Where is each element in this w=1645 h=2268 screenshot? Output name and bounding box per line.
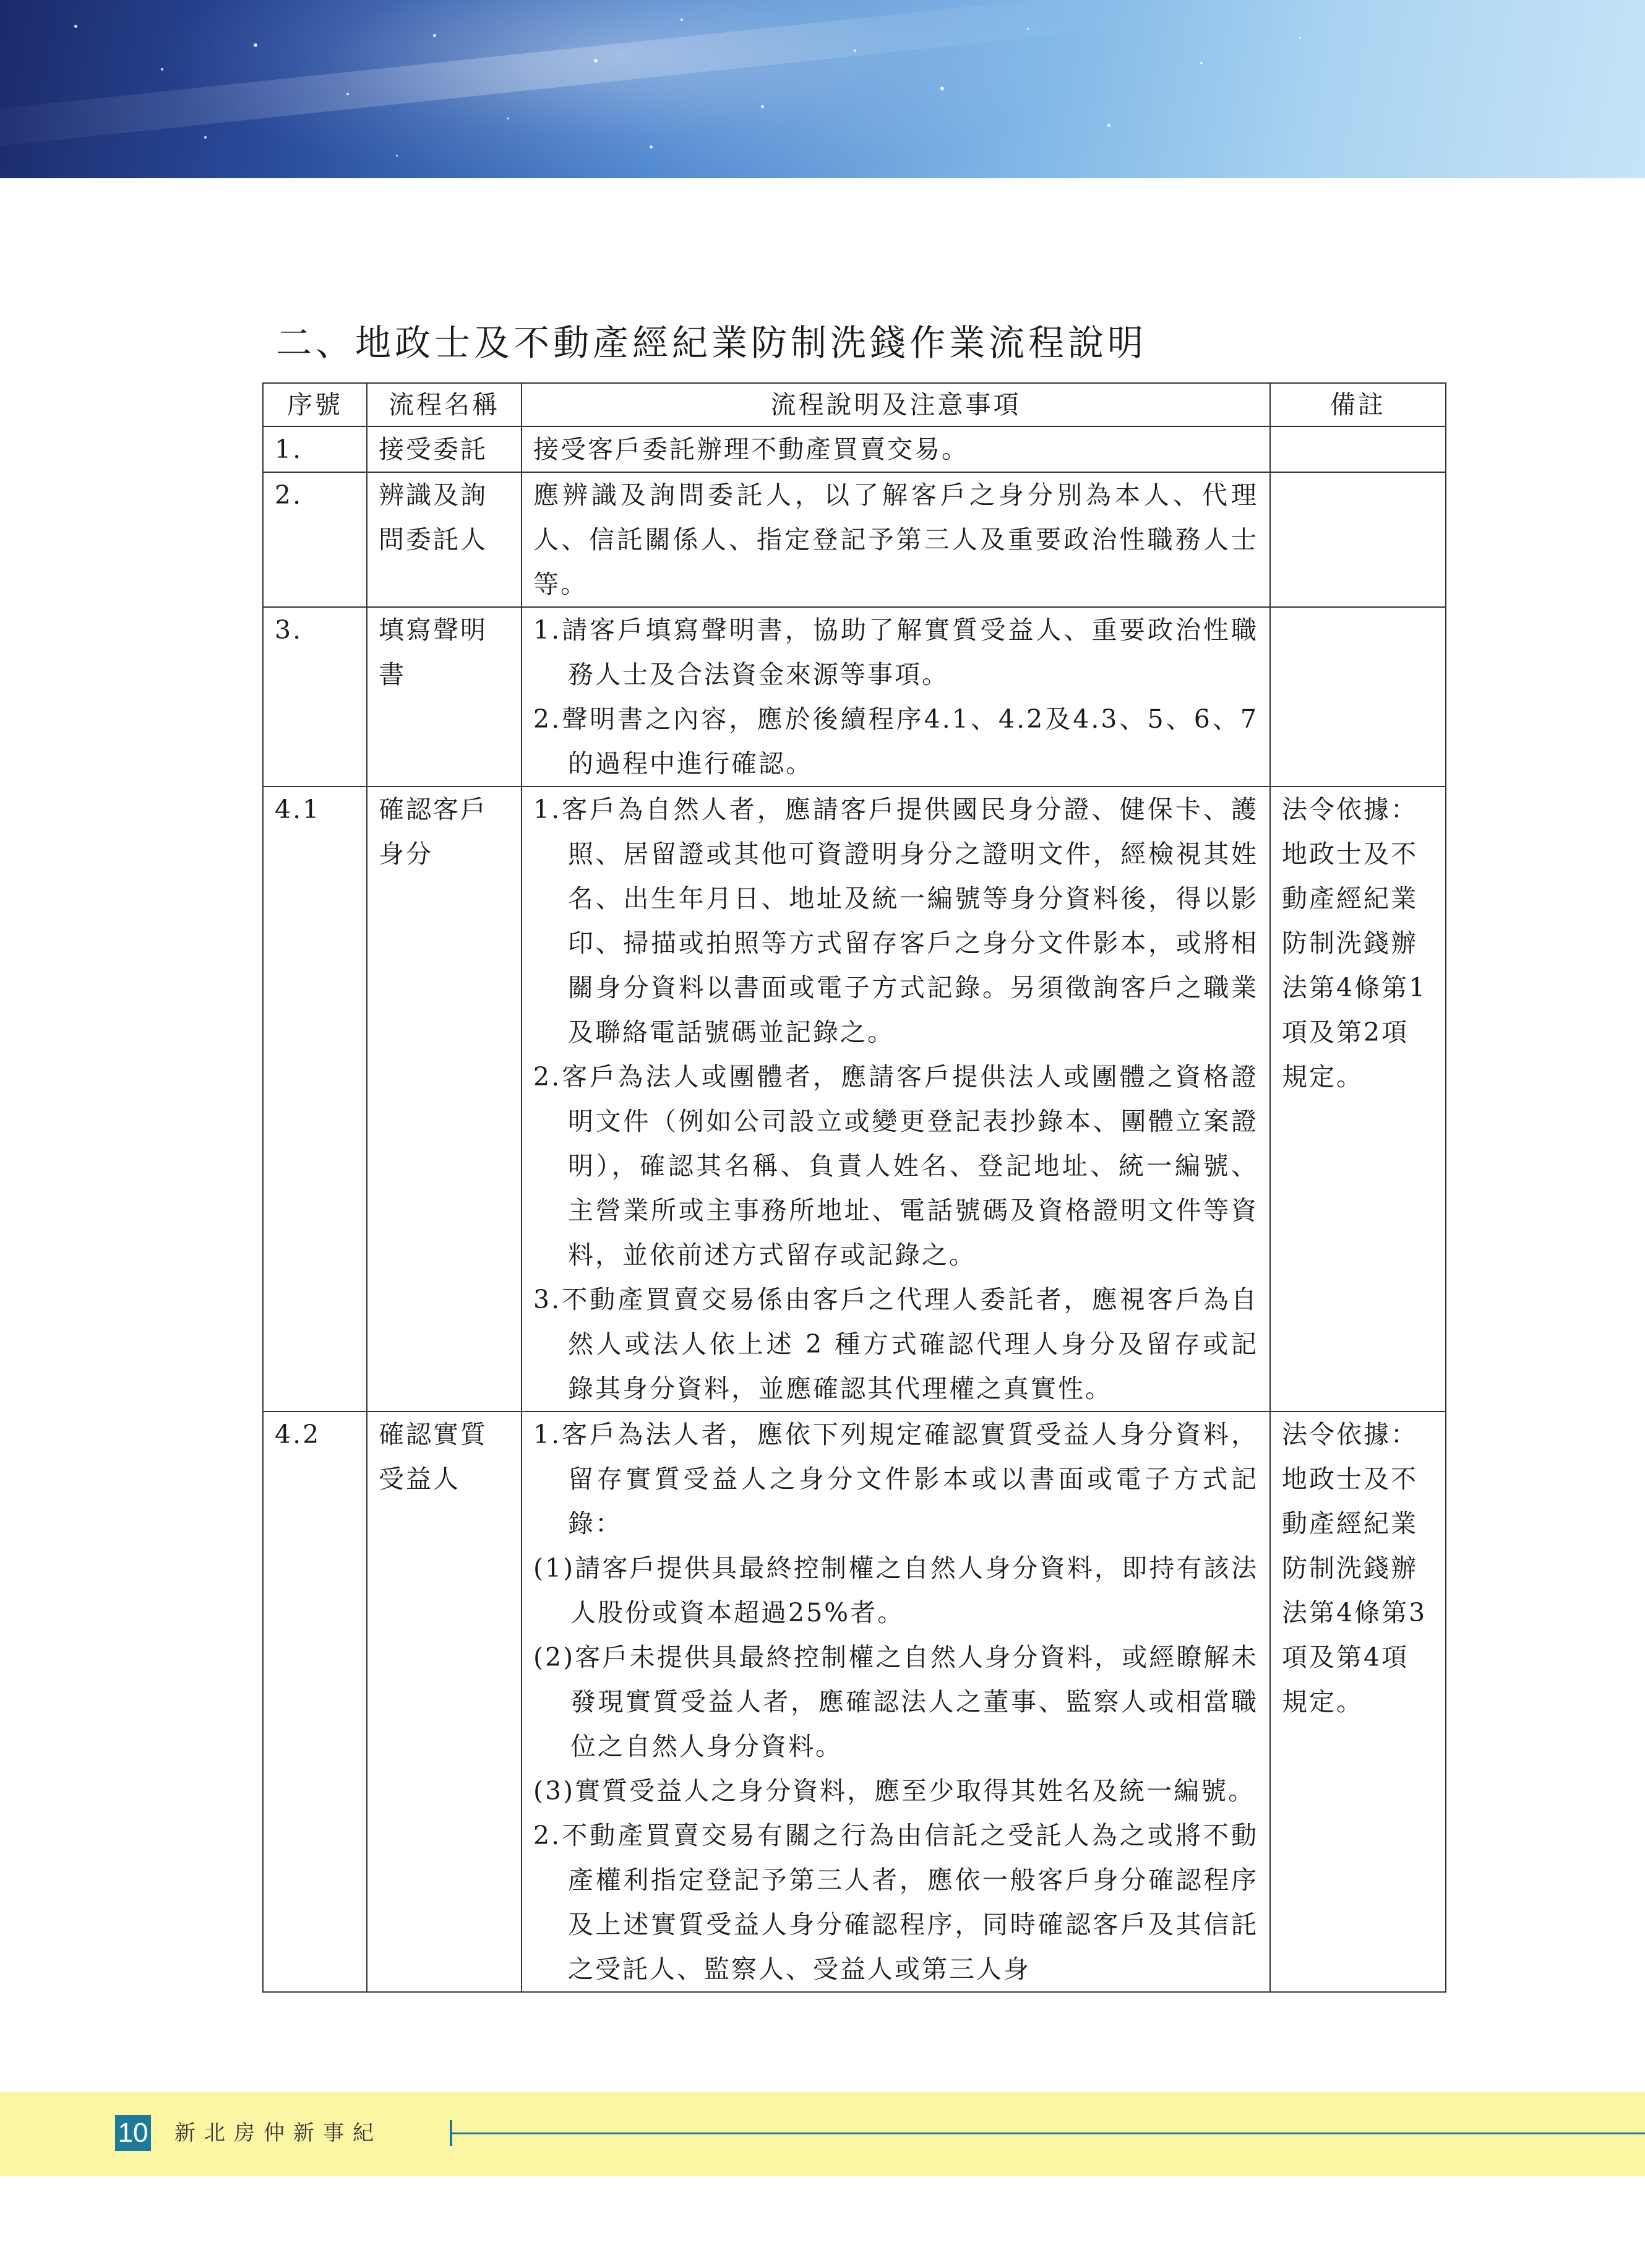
description-subitem: (3)實質受益人之身分資料，應至少取得其姓名及統一編號。 bbox=[533, 1776, 1256, 1806]
table-row bbox=[263, 787, 1446, 1412]
description-subitem: (2)客戶未提供具最終控制權之自然人身分資料，或經瞭解未發現實質受益人者，應確認法人之董事、監察人或相當職位之自然人身分資料。 bbox=[533, 1642, 1258, 1761]
banner-sparkle bbox=[940, 87, 944, 90]
row-description bbox=[522, 426, 1270, 472]
banner-sparkle bbox=[396, 155, 398, 157]
banner-sparkle bbox=[254, 43, 257, 47]
header-number: 序號 bbox=[263, 383, 367, 426]
row-description bbox=[522, 1412, 1270, 1992]
header-banner bbox=[0, 0, 1645, 178]
page-number: 10 bbox=[115, 2115, 151, 2151]
table-header-row bbox=[263, 383, 1446, 426]
description-subitem: (1)請客戶提供具最終控制權之自然人身分資料，即持有該法人股份或資本超過25%者。 bbox=[533, 1553, 1258, 1628]
row-process-name: 接受委託 bbox=[367, 426, 522, 472]
description-item: 1.請客戶填寫聲明書，協助了解實質受益人、重要政治性職務人士及合法資金來源等事項。 bbox=[533, 615, 1258, 689]
page-title: 二、地政士及不動產經紀業防制洗錢作業流程說明 bbox=[276, 321, 1148, 364]
description-item: 1.客戶為自然人者，應請客戶提供國民身分證、健保卡、護照、居留證或其他可資證明身分之證明文件，經檢視其姓名、出生年月日、地址及統一編號等身分資料後，得以影印、掃描或拍照等方式留存客戶之身分文件影本，或將相關身分資料以書面或電子方式記錄。另須徵詢客戶之職業及聯絡電話號碼並記錄之。 bbox=[533, 795, 1258, 1047]
banner-sparkle bbox=[433, 34, 436, 37]
row-remarks: 法令依據：地政士及不動產經紀業防制洗錢辦法第4條第3項及第4項規定。 bbox=[1270, 1412, 1446, 1992]
description-item: 2.客戶為法人或團體者，應請客戶提供法人或團體之資格證明文件（例如公司設立或變更登記表抄錄本、團體立案證明），確認其名稱、負責人姓名、登記地址、統一編號、主營業所或主事務所地址、電話號碼及資格證明文件等資料，並依前述方式留存或記錄之。 bbox=[533, 1062, 1258, 1270]
row-remarks: 法令依據：地政士及不動產經紀業防制洗錢辦法第4條第1項及第2項規定。 bbox=[1270, 787, 1446, 1412]
row-description bbox=[522, 787, 1270, 1412]
banner-sparkle bbox=[1299, 37, 1301, 39]
banner-sparkle bbox=[507, 118, 509, 119]
banner-sparkle bbox=[594, 59, 598, 63]
row-description bbox=[522, 472, 1270, 607]
row-number: 4.2 bbox=[263, 1412, 367, 1992]
banner-sparkle bbox=[854, 50, 856, 52]
footer-divider-line bbox=[452, 2132, 1645, 2134]
banner-sparkle bbox=[1107, 124, 1110, 127]
header-description: 流程說明及注意事項 bbox=[522, 383, 1270, 426]
banner-sparkle bbox=[761, 105, 764, 108]
header-remarks: 備註 bbox=[1270, 383, 1446, 426]
banner-sparkle bbox=[161, 68, 163, 71]
process-table bbox=[262, 382, 1446, 1993]
row-process-name: 填寫聲明書 bbox=[367, 607, 522, 787]
row-remarks bbox=[1270, 426, 1446, 472]
description-paragraph: 應辨識及詢問委託人，以了解客戶之身分別為本人、代理人、信託關係人、指定登記予第三人及重要政治性職務人士等。 bbox=[533, 480, 1258, 599]
banner-sparkle bbox=[1027, 28, 1029, 30]
banner-sparkle bbox=[650, 145, 653, 149]
publication-name: 新北房仲新事紀 bbox=[174, 2121, 382, 2145]
row-process-name: 確認客戶身分 bbox=[367, 787, 522, 1412]
banner-sparkle bbox=[204, 136, 207, 139]
row-number: 1. bbox=[263, 426, 367, 472]
row-remarks bbox=[1270, 607, 1446, 787]
banner-sparkle bbox=[74, 25, 77, 28]
description-item: 2.不動產買賣交易有關之行為由信託之受託人為之或將不動產權利指定登記予第三人者，應依一般客戶身分確認程序及上述實質受益人身分確認程序，同時確認客戶及其信託之受託人、監察人、受益人或第三人身 bbox=[533, 1821, 1258, 1984]
row-number: 2. bbox=[263, 472, 367, 607]
row-description bbox=[522, 607, 1270, 787]
description-item: 3.不動產買賣交易係由客戶之代理人委託者，應視客戶為自然人或法人依上述 2 種方式確認代理人身分及留存或記錄其身分資料，並應確認其代理權之真實性。 bbox=[533, 1285, 1258, 1403]
row-number: 3. bbox=[263, 607, 367, 787]
table-row bbox=[263, 426, 1446, 472]
row-number: 4.1 bbox=[263, 787, 367, 1412]
table-row bbox=[263, 607, 1446, 787]
banner-sparkle bbox=[1200, 62, 1203, 64]
description-item: 1.客戶為法人者，應依下列規定確認實質受益人身分資料，留存實質受益人之身分文件影本或以書面或電子方式記錄： bbox=[533, 1420, 1258, 1538]
header-process-name: 流程名稱 bbox=[367, 383, 522, 426]
row-process-name: 辨識及詢問委託人 bbox=[367, 472, 522, 607]
row-remarks bbox=[1270, 472, 1446, 607]
banner-sparkle bbox=[346, 93, 349, 95]
table-row bbox=[263, 1412, 1446, 1992]
row-process-name: 確認實質受益人 bbox=[367, 1412, 522, 1992]
table-row bbox=[263, 472, 1446, 607]
banner-sparkle bbox=[681, 19, 683, 21]
description-paragraph: 接受客戶委託辦理不動產買賣交易。 bbox=[533, 434, 969, 464]
description-item: 2.聲明書之內容，應於後續程序4.1、4.2及4.3、5、6、7的過程中進行確認。 bbox=[533, 704, 1258, 778]
